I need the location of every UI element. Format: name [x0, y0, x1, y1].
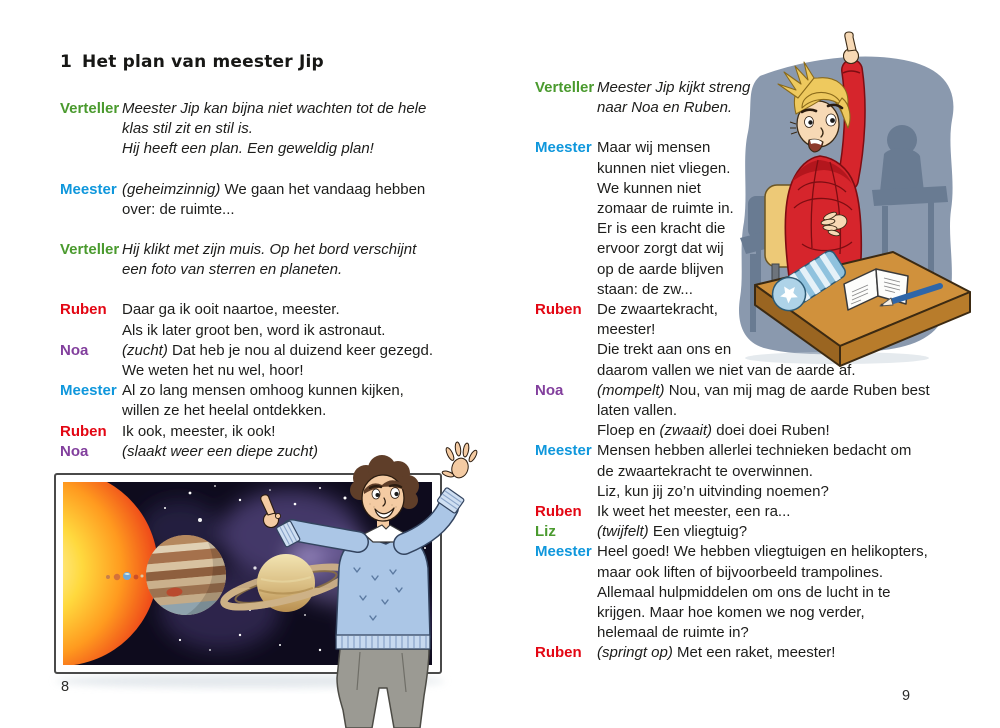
dialogue-entry: [535, 300, 980, 381]
speaker-label: Verteller: [60, 241, 120, 259]
dialogue-line: (geheimzinnig) We gaan het vandaag hebben: [122, 180, 426, 198]
dialogue-text: [597, 441, 980, 502]
dialogue-text: [597, 542, 980, 643]
dialogue-line: zomaar de ruimte in.: [597, 200, 734, 218]
speaker-label: Meester: [60, 382, 117, 400]
dialogue-line: (mompelt) Nou, van mij mag de aarde Ruben best: [597, 381, 930, 399]
dialogue-entry: [60, 442, 495, 462]
dialogue-line: Liz, kun jij zo’n uitvinding noemen?: [597, 482, 829, 500]
dialogue-line: maar ook liften of bijvoorbeeld trampolines.: [597, 563, 883, 581]
speaker-label: Meester: [535, 543, 592, 561]
dialogue-line: Als ik later groot ben, word ik astronaut.: [122, 321, 386, 339]
dialogue-line: Meester Jip kijkt streng: [597, 79, 751, 96]
dialogue-line: meester!: [597, 321, 656, 339]
dialogue-entry: [60, 341, 495, 381]
dialogue-line: Daar ga ik ooit naartoe, meester.: [122, 301, 340, 319]
dialogue-entry: [60, 300, 495, 340]
dialogue-entry: [535, 78, 980, 118]
dialogue-text: [122, 422, 495, 442]
dialogue-line: Heel goed! We hebben vliegtuigen en helikopters,: [597, 543, 928, 561]
dialogue-line: de zwaartekracht te overwinnen.: [597, 462, 813, 480]
speaker-label: Ruben: [60, 422, 107, 440]
dialogue-line: Hij heeft een plan. Een geweldig plan!: [122, 140, 374, 158]
dialogue-line: Mensen hebben allerlei technieken bedacht om: [597, 442, 912, 460]
teacher-pants: [337, 649, 429, 728]
speaker-label: Verteller: [60, 100, 120, 117]
dialogue-line: kunnen niet vliegen.: [597, 159, 731, 177]
dialogue-text: [122, 300, 495, 340]
dialogue-entry: [60, 180, 495, 220]
speaker-label: Meester: [535, 139, 592, 157]
dialogue-text: [597, 78, 980, 118]
dialogue-line: Meester Jip kan bijna niet wachten tot de hele: [122, 100, 427, 117]
dialogue-line: helemaal de ruimte in?: [597, 624, 749, 642]
chapter-title-text: Het plan van meester Jip: [82, 52, 324, 72]
speaker-label: Noa: [60, 442, 89, 460]
dialogue-entry: [535, 643, 980, 663]
dialogue-line: Al zo lang mensen omhoog kunnen kijken,: [122, 382, 404, 400]
left-illustration: [40, 438, 532, 728]
dialogue-entry: [535, 502, 980, 522]
dialogue-text: [597, 502, 980, 522]
dialogue-line: (springt op) Met een raket, meester!: [597, 644, 836, 662]
dialogue-line: Ik weet het meester, een ra...: [597, 503, 791, 521]
speaker-label: Meester: [535, 442, 592, 460]
chapter-title: [60, 52, 324, 72]
dialogue-entry: [535, 381, 980, 442]
dialogue-text: [597, 381, 980, 442]
dialogue-text: [122, 442, 495, 462]
dialogue-line: over: de ruimte...: [122, 200, 235, 218]
dialogue-entry: [60, 381, 495, 421]
dialogue-line: daarom vallen we niet van de aarde af.: [597, 361, 856, 379]
dialogue-line: Ik ook, meester, ik ook!: [122, 422, 276, 440]
speaker-label: Noa: [535, 381, 564, 399]
dialogue-entry: [60, 99, 495, 160]
dialogue-entry: [535, 441, 980, 502]
dialogue-line: naar Noa en Ruben.: [597, 99, 733, 117]
left-page-dialogue: [60, 99, 495, 462]
teacher-whiteboard-illustration: [40, 438, 532, 728]
dialogue-line: Floep en (zwaait) doei doei Ruben!: [597, 422, 830, 440]
dialogue-line: een foto van sterren en planeten.: [122, 261, 343, 279]
dialogue-text: [122, 99, 495, 160]
dialogue-line: krijgen. Maar hoe komen we nog verder,: [597, 604, 865, 622]
dialogue-line: Er is een kracht die: [597, 220, 726, 238]
dialogue-entry: [60, 240, 495, 280]
page-number-left: 8: [61, 679, 70, 695]
dialogue-line: ervoor zorgt dat wij: [597, 240, 724, 258]
dialogue-entry: [60, 422, 495, 442]
dialogue-line: We weten het nu wel, hoor!: [122, 362, 304, 380]
dialogue-text: [122, 180, 495, 220]
dialogue-text: [597, 522, 980, 542]
speaker-label: Verteller: [535, 79, 595, 96]
dialogue-line: We kunnen niet: [597, 179, 701, 197]
dialogue-line: klas stil zit en stil is.: [122, 120, 253, 138]
dialogue-text: [597, 138, 980, 300]
dialogue-line: (zucht) Dat heb je nou al duizend keer gezegd.: [122, 341, 434, 359]
dialogue-line: Maar wij mensen: [597, 139, 711, 157]
dialogue-line: (slaakt weer een diepe zucht): [122, 442, 318, 460]
dialogue-entry: [535, 522, 980, 542]
dialogue-line: De zwaartekracht,: [597, 301, 718, 319]
dialogue-line: willen ze het heelal ontdekken.: [122, 402, 327, 420]
speaker-label: Ruben: [535, 301, 582, 319]
dialogue-text: [597, 643, 980, 663]
dialogue-text: [122, 240, 495, 280]
speaker-label: Ruben: [535, 503, 582, 521]
speaker-label: Meester: [60, 180, 117, 198]
dialogue-line: Die trekt aan ons en: [597, 341, 732, 359]
dialogue-line: (twijfelt) Een vliegtuig?: [597, 523, 748, 541]
dialogue-text: [597, 300, 980, 381]
speaker-label: Liz: [535, 523, 556, 541]
speaker-label: Ruben: [535, 644, 582, 662]
dialogue-entry: [535, 542, 980, 643]
dialogue-line: laten vallen.: [597, 402, 678, 420]
dialogue-text: [122, 341, 495, 381]
page-number-right: 9: [902, 688, 911, 704]
speaker-label: Ruben: [60, 301, 107, 319]
dialogue-line: op de aarde blijven: [597, 260, 724, 278]
chapter-number: 1: [60, 52, 73, 72]
dialogue-line: staan: de zw...: [597, 280, 693, 298]
dialogue-entry: [535, 138, 980, 300]
sweater-hem: [336, 635, 430, 649]
dialogue-line: Hij klikt met zijn muis. Op het bord verschijnt: [122, 241, 417, 259]
right-page-dialogue: [535, 78, 980, 664]
speaker-label: Noa: [60, 341, 89, 359]
dialogue-text: [122, 381, 495, 421]
dialogue-line: Allemaal hulpmiddelen om ons de lucht in te: [597, 583, 891, 601]
